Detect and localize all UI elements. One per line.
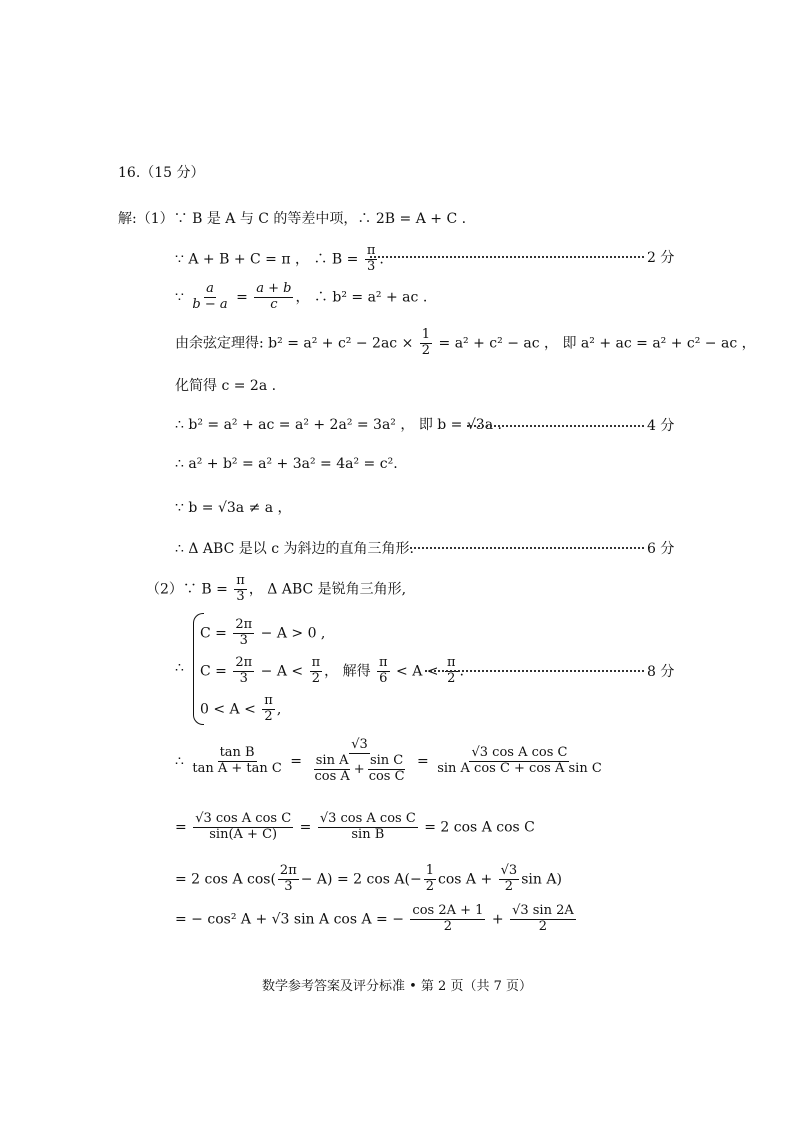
problem-number: 16.（15 分）	[118, 165, 205, 181]
condition-3	[200, 694, 281, 725]
numerator: π	[366, 243, 376, 258]
numerator: a + b	[256, 281, 292, 296]
expr-text: ,	[276, 701, 282, 718]
expr-text: ， 解得	[324, 663, 371, 680]
fraction	[377, 656, 390, 687]
fraction	[365, 244, 378, 275]
expr-text: 由余弦定理得: b² = a² + c² − 2ac ×	[175, 335, 414, 352]
denominator: cos A	[314, 768, 350, 784]
score-mark: 4 分	[647, 418, 675, 434]
numerator: π	[311, 655, 321, 670]
numerator: cos 2A + 1	[412, 903, 484, 918]
fraction	[410, 904, 485, 935]
numerator: √3	[500, 863, 518, 878]
expr-text: cos A +	[437, 871, 493, 888]
denominator: 2	[264, 708, 273, 724]
numerator: √3 cos A cos C	[195, 811, 292, 826]
fraction	[510, 904, 576, 935]
expr-text: − A) = 2 cos A(−	[300, 871, 422, 888]
denominator: 3	[284, 878, 293, 894]
page-footer: 数学参考答案及评分标准 • 第 2 页（共 7 页）	[261, 979, 532, 994]
numerator: π	[446, 655, 456, 670]
numerator: √3 cos A cos C	[319, 811, 416, 826]
numerator: tan B	[219, 744, 255, 760]
denominator: 2	[447, 670, 456, 686]
equation-4	[175, 904, 578, 935]
denominator: 3	[236, 588, 245, 604]
fraction	[193, 812, 293, 843]
numerator: π	[236, 573, 245, 588]
expr-text: =	[175, 819, 187, 836]
part1-line2	[175, 244, 384, 275]
numerator: sin C	[369, 752, 404, 768]
numerator: π	[264, 693, 273, 708]
expr-text: = − cos² A + √3 sin A cos A = −	[175, 911, 404, 928]
fraction	[254, 282, 293, 313]
part2-label: （2）	[146, 581, 183, 598]
fraction	[435, 746, 604, 777]
numerator: π	[379, 655, 388, 670]
expr-text: C =	[200, 625, 227, 642]
expr-text: ∵ B =	[182, 581, 228, 598]
fraction	[190, 746, 283, 777]
expr-text: < A <	[396, 663, 439, 680]
numerator: a	[206, 281, 214, 296]
part1-label: 解:（1）	[118, 211, 174, 227]
denominator: sin A cos C + cos A sin C	[437, 760, 602, 776]
numerator: sin A	[315, 752, 349, 768]
part1-line7: ∴ a² + b² = a² + 3a² = 4a² = c².	[175, 456, 398, 472]
expr-text: ∵ A + B + C = π ， ∴ B =	[175, 251, 359, 268]
therefore-symbol: ∴	[175, 660, 184, 676]
expr-text: =	[290, 753, 303, 770]
expr-text: +	[491, 911, 504, 928]
numerator: 1	[425, 863, 434, 878]
part1-line6: ∴ b² = a² + ac = a² + 2a² = 3a² ， 即 b = √3a .	[175, 417, 502, 433]
part1-line9: ∴ Δ ABC 是以 c 为斜边的直角三角形.	[175, 541, 414, 557]
denominator: c	[270, 296, 278, 312]
part1-line8: ∵ b = √3a ≠ a ，	[175, 500, 292, 516]
expr-text: ， Δ ABC 是锐角三角形,	[248, 581, 407, 598]
denominator: 2	[504, 878, 514, 894]
leader-dots	[410, 547, 644, 549]
part1-line4	[175, 328, 756, 359]
denominator: 2	[443, 918, 453, 934]
score-mark: 8 分	[647, 664, 675, 680]
expr-text: = 2 cos A cos(	[175, 871, 276, 888]
denominator: 3	[366, 258, 376, 274]
expr-text: 0 < A <	[200, 701, 256, 718]
denominator	[308, 754, 410, 785]
part1-line5: 化简得 c = 2a .	[175, 378, 277, 394]
expr-text: C =	[200, 663, 227, 680]
numerator: √3 sin 2A	[512, 903, 574, 918]
expr-text: .	[379, 251, 384, 268]
fraction	[278, 864, 299, 895]
part1-text: ∵ B 是 A 与 C 的等差中项，∴ 2B = A + C .	[173, 211, 467, 227]
expr-text: =	[299, 819, 312, 836]
expr-text: ∵	[175, 289, 184, 306]
expr-text: − A > 0 ,	[260, 625, 326, 642]
fraction	[233, 618, 254, 649]
denominator: 2	[311, 670, 320, 686]
score-mark: 2 分	[647, 250, 675, 266]
numerator: √3	[351, 737, 368, 752]
fraction	[499, 864, 520, 895]
denominator: 3	[239, 632, 248, 648]
denominator: cos C	[368, 768, 405, 784]
denominator: 3	[239, 670, 248, 686]
fraction	[234, 574, 247, 605]
denominator: sin(A + C)	[209, 826, 278, 842]
fraction	[424, 864, 436, 895]
expr-text: =	[417, 753, 429, 770]
fraction	[312, 754, 351, 785]
equation-3	[175, 864, 562, 895]
numerator: 2π	[235, 617, 253, 632]
denominator: 2	[425, 878, 434, 894]
expr-text: .	[459, 663, 464, 680]
expr-text: ， ∴ b² = a² + ac .	[295, 289, 428, 306]
denominator: 6	[379, 670, 388, 686]
expr-text: ∴	[175, 753, 184, 770]
part2-line1	[146, 574, 406, 605]
numerator: 2π	[279, 863, 297, 878]
leader-dots	[425, 670, 644, 672]
denominator: tan A + tan C	[192, 760, 282, 776]
part1-line3	[175, 282, 427, 313]
denominator: 2	[538, 918, 548, 934]
leader-dots	[370, 256, 644, 258]
denominator: sin B	[351, 826, 385, 842]
fraction	[310, 656, 323, 687]
fraction	[308, 738, 410, 785]
equation-1	[175, 738, 606, 785]
fraction	[190, 282, 229, 313]
fraction	[262, 694, 275, 725]
expr-text: +	[353, 761, 365, 777]
fraction	[233, 656, 254, 687]
leader-dots	[467, 425, 644, 427]
numerator: √3 cos A cos C	[471, 744, 568, 760]
equation-2	[175, 812, 535, 843]
expr-text: = 2 cos A cos C	[424, 819, 535, 836]
expr-text: =	[236, 289, 248, 306]
numerator: 2π	[235, 655, 253, 670]
part1-line1	[118, 208, 466, 228]
fraction	[318, 812, 418, 843]
denominator: 2	[421, 342, 431, 358]
expr-text: − A <	[260, 663, 304, 680]
score-mark: 6 分	[647, 541, 675, 557]
expr-text: = a² + c² − ac ， 即 a² + ac = a² + c² − ac ，	[438, 335, 756, 352]
fraction	[367, 754, 407, 785]
denominator: b − a	[192, 296, 228, 312]
condition-1	[200, 618, 325, 649]
expr-text: sin A)	[521, 871, 562, 888]
numerator: 1	[421, 327, 431, 342]
fraction	[420, 328, 432, 359]
